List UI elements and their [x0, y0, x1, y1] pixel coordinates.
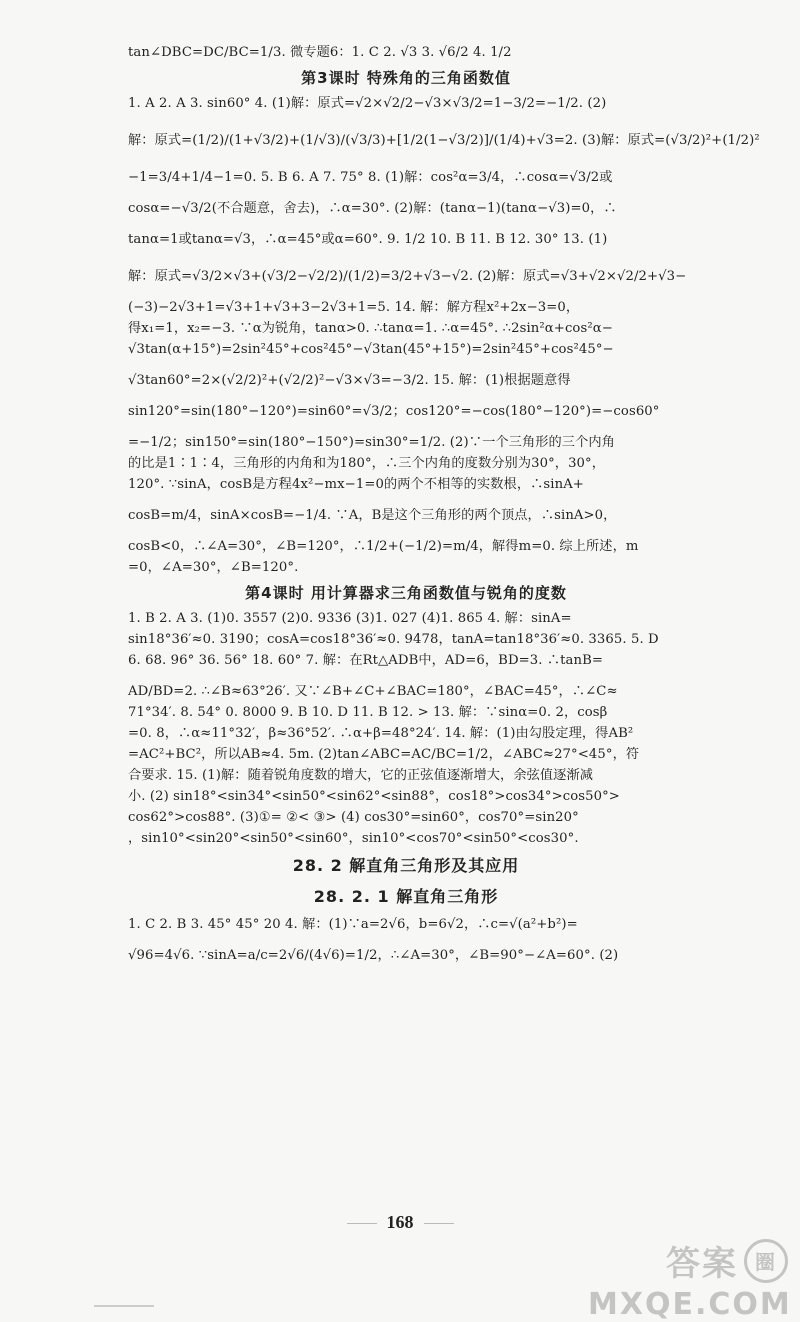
answer-line: −1=3/4+1/4−1=0. 5. B 6. A 7. 75° 8. (1)解：cos²α=3/4，∴cosα=√3/2或 [128, 170, 613, 185]
answer-line: 1. A 2. A 3. sin60° 4. (1)解：原式=√2×√2/2−√3×√3/2=1−3/2=−1/2. (2) [128, 96, 607, 111]
answer-block-d [128, 914, 684, 966]
answer-line: 71°34′. 8. 54° 0. 8000 9. B 10. D 11. B 12. > 13. 解：∵sinα=0. 2，cosβ [128, 705, 608, 720]
lesson-heading-4: 第4课时 用计算器求三角函数值与锐角的度数 [245, 584, 567, 602]
answer-line: sin18°36′≈0. 3190；cosA=cos18°36′≈0. 9478，tanA=tan18°36′≈0. 3365. 5. D [128, 632, 659, 647]
watermark-domain: MXQE.COM [588, 1287, 792, 1322]
answer-line: 的比是1∶1∶4，三角形的内角和为180°，∴三个内角的度数分别为30°，30°， [128, 456, 606, 471]
answer-line: 120°. ∵sinA，cosB是方程4x²−mx−1=0的两个不相等的实数根，∴sinA+ [128, 477, 584, 492]
answer-line: tan∠DBC=DC/BC=1/3. 微专题6：1. C 2. √3 3. √6/2 4. 1/2 [128, 45, 512, 60]
answer-line: =0，∠A=30°，∠B=120°. [128, 560, 299, 575]
answer-line: tanα=1或tanα=√3，∴α=45°或α=60°. 9. 1/2 10. B 11. B 12. 30° 13. (1) [128, 232, 608, 247]
footer-rule [94, 1305, 154, 1307]
answer-line: =0. 8，∴α≈11°32′，β≈36°52′. ∴α+β=48°24′. 14. 解：(1)由勾股定理，得AB² [128, 726, 634, 741]
answer-block-c [128, 608, 684, 849]
answer-line: =−1/2；sin150°=sin(180°−150°)=sin30°=1/2. (2)∵一个三角形的三个内角 [128, 435, 615, 450]
answer-line: AD/BD=2. ∴∠B≈63°26′. 又∵∠B+∠C+∠BAC=180°，∠BAC=45°，∴∠C≈ [128, 684, 618, 699]
answer-line: √3tan(α+15°)=2sin²45°+cos²45°−√3tan(45°+15°)=2sin²45°+cos²45°− [128, 342, 614, 357]
answer-line: cosα=−√3/2(不合题意，舍去)，∴α=30°. (2)解：(tanα−1)(tanα−√3)=0，∴ [128, 201, 617, 216]
answer-line: 得x₁=1，x₂=−3. ∵α为锐角，tanα>0. ∴tanα=1. ∴α=45°. ∴2sin²α+cos²α− [128, 321, 613, 336]
answer-block-b [128, 93, 760, 578]
page-number: 168 [0, 1212, 800, 1233]
answer-line: sin120°=sin(180°−120°)=sin60°=√3/2；cos120°=−cos(180°−120°)=−cos60° [128, 404, 660, 419]
answer-line: 1. B 2. A 3. (1)0. 3557 (2)0. 9336 (3)1. 027 (4)1. 865 4. 解：sinA= [128, 611, 572, 626]
section-heading: 28. 2 解直角三角形及其应用 [292, 856, 520, 875]
answer-line: =AC²+BC²，所以AB≈4. 5m. (2)tan∠ABC=AC/BC=1/2，∠ABC≈27°<45°，符 [128, 747, 640, 762]
watermark-text: 答案 [666, 1244, 738, 1284]
answer-line: 1. C 2. B 3. 45° 45° 20 4. 解：(1)∵a=2√6，b=6√2，∴c=√(a²+b²)= [128, 917, 578, 932]
answer-page [128, 42, 760, 966]
watermark-seal-icon: 圈 [744, 1239, 788, 1283]
answer-line: cos62°>cos88°. (3)①= ②< ③> (4) cos30°=sin60°，cos70°=sin20° [128, 810, 579, 825]
answer-line: 6. 68. 96° 36. 56° 18. 60° 7. 解：在Rt△ADB中，AD=6，BD=3. ∴tanB= [128, 653, 604, 668]
answer-line: √96=4√6. ∵sinA=a/c=2√6/(4√6)=1/2，∴∠A=30°，∠B=90°−∠A=60°. (2) [128, 948, 619, 963]
answer-line: 小. (2) sin18°<sin34°<sin50°<sin62°<sin88°，cos18°>cos34°>cos50°> [128, 789, 620, 804]
answer-line: ，sin10°<sin20°<sin50°<sin60°，sin10°<cos70°<sin50°<cos30°. [128, 831, 579, 846]
answer-line: √3tan60°=2×(√2/2)²+(√2/2)²−√3×√3=−3/2. 15. 解：(1)根据题意得 [128, 373, 571, 388]
subsection-heading: 28. 2. 1 解直角三角形 [313, 887, 499, 906]
answer-line: (−3)−2√3+1=√3+1+√3+3−2√3+1=5. 14. 解：解方程x²+2x−3=0， [128, 300, 580, 315]
lesson-heading-3: 第3课时 特殊角的三角函数值 [301, 69, 511, 87]
answer-line: cosB<0，∴∠A=30°，∠B=120°，∴1/2+(−1/2)=m/4，解得m=0. 综上所述，m [128, 539, 639, 554]
answer-line: 合要求. 15. (1)解：随着锐角度数的增大，它的正弦值逐渐增大，余弦值逐渐减 [128, 768, 594, 783]
answer-line: 解：原式=(1/2)/(1+√3/2)+(1/√3)/(√3/3)+[1/2(1−√3/2)]/(1/4)+√3=2. (3)解：原式=(√3/2)²+(1/2)² [128, 133, 760, 148]
watermark-logo [588, 1236, 792, 1322]
answer-line: 解：原式=√3/2×√3+(√3/2−√2/2)/(1/2)=3/2+√3−√2. (2)解：原式=√3+√2×√2/2+√3− [128, 269, 687, 284]
answer-block-a [128, 42, 684, 63]
answer-line: cosB=m/4，sinA×cosB=−1/4. ∵A，B是这个三角形的两个顶点，∴sinA>0， [128, 508, 617, 523]
